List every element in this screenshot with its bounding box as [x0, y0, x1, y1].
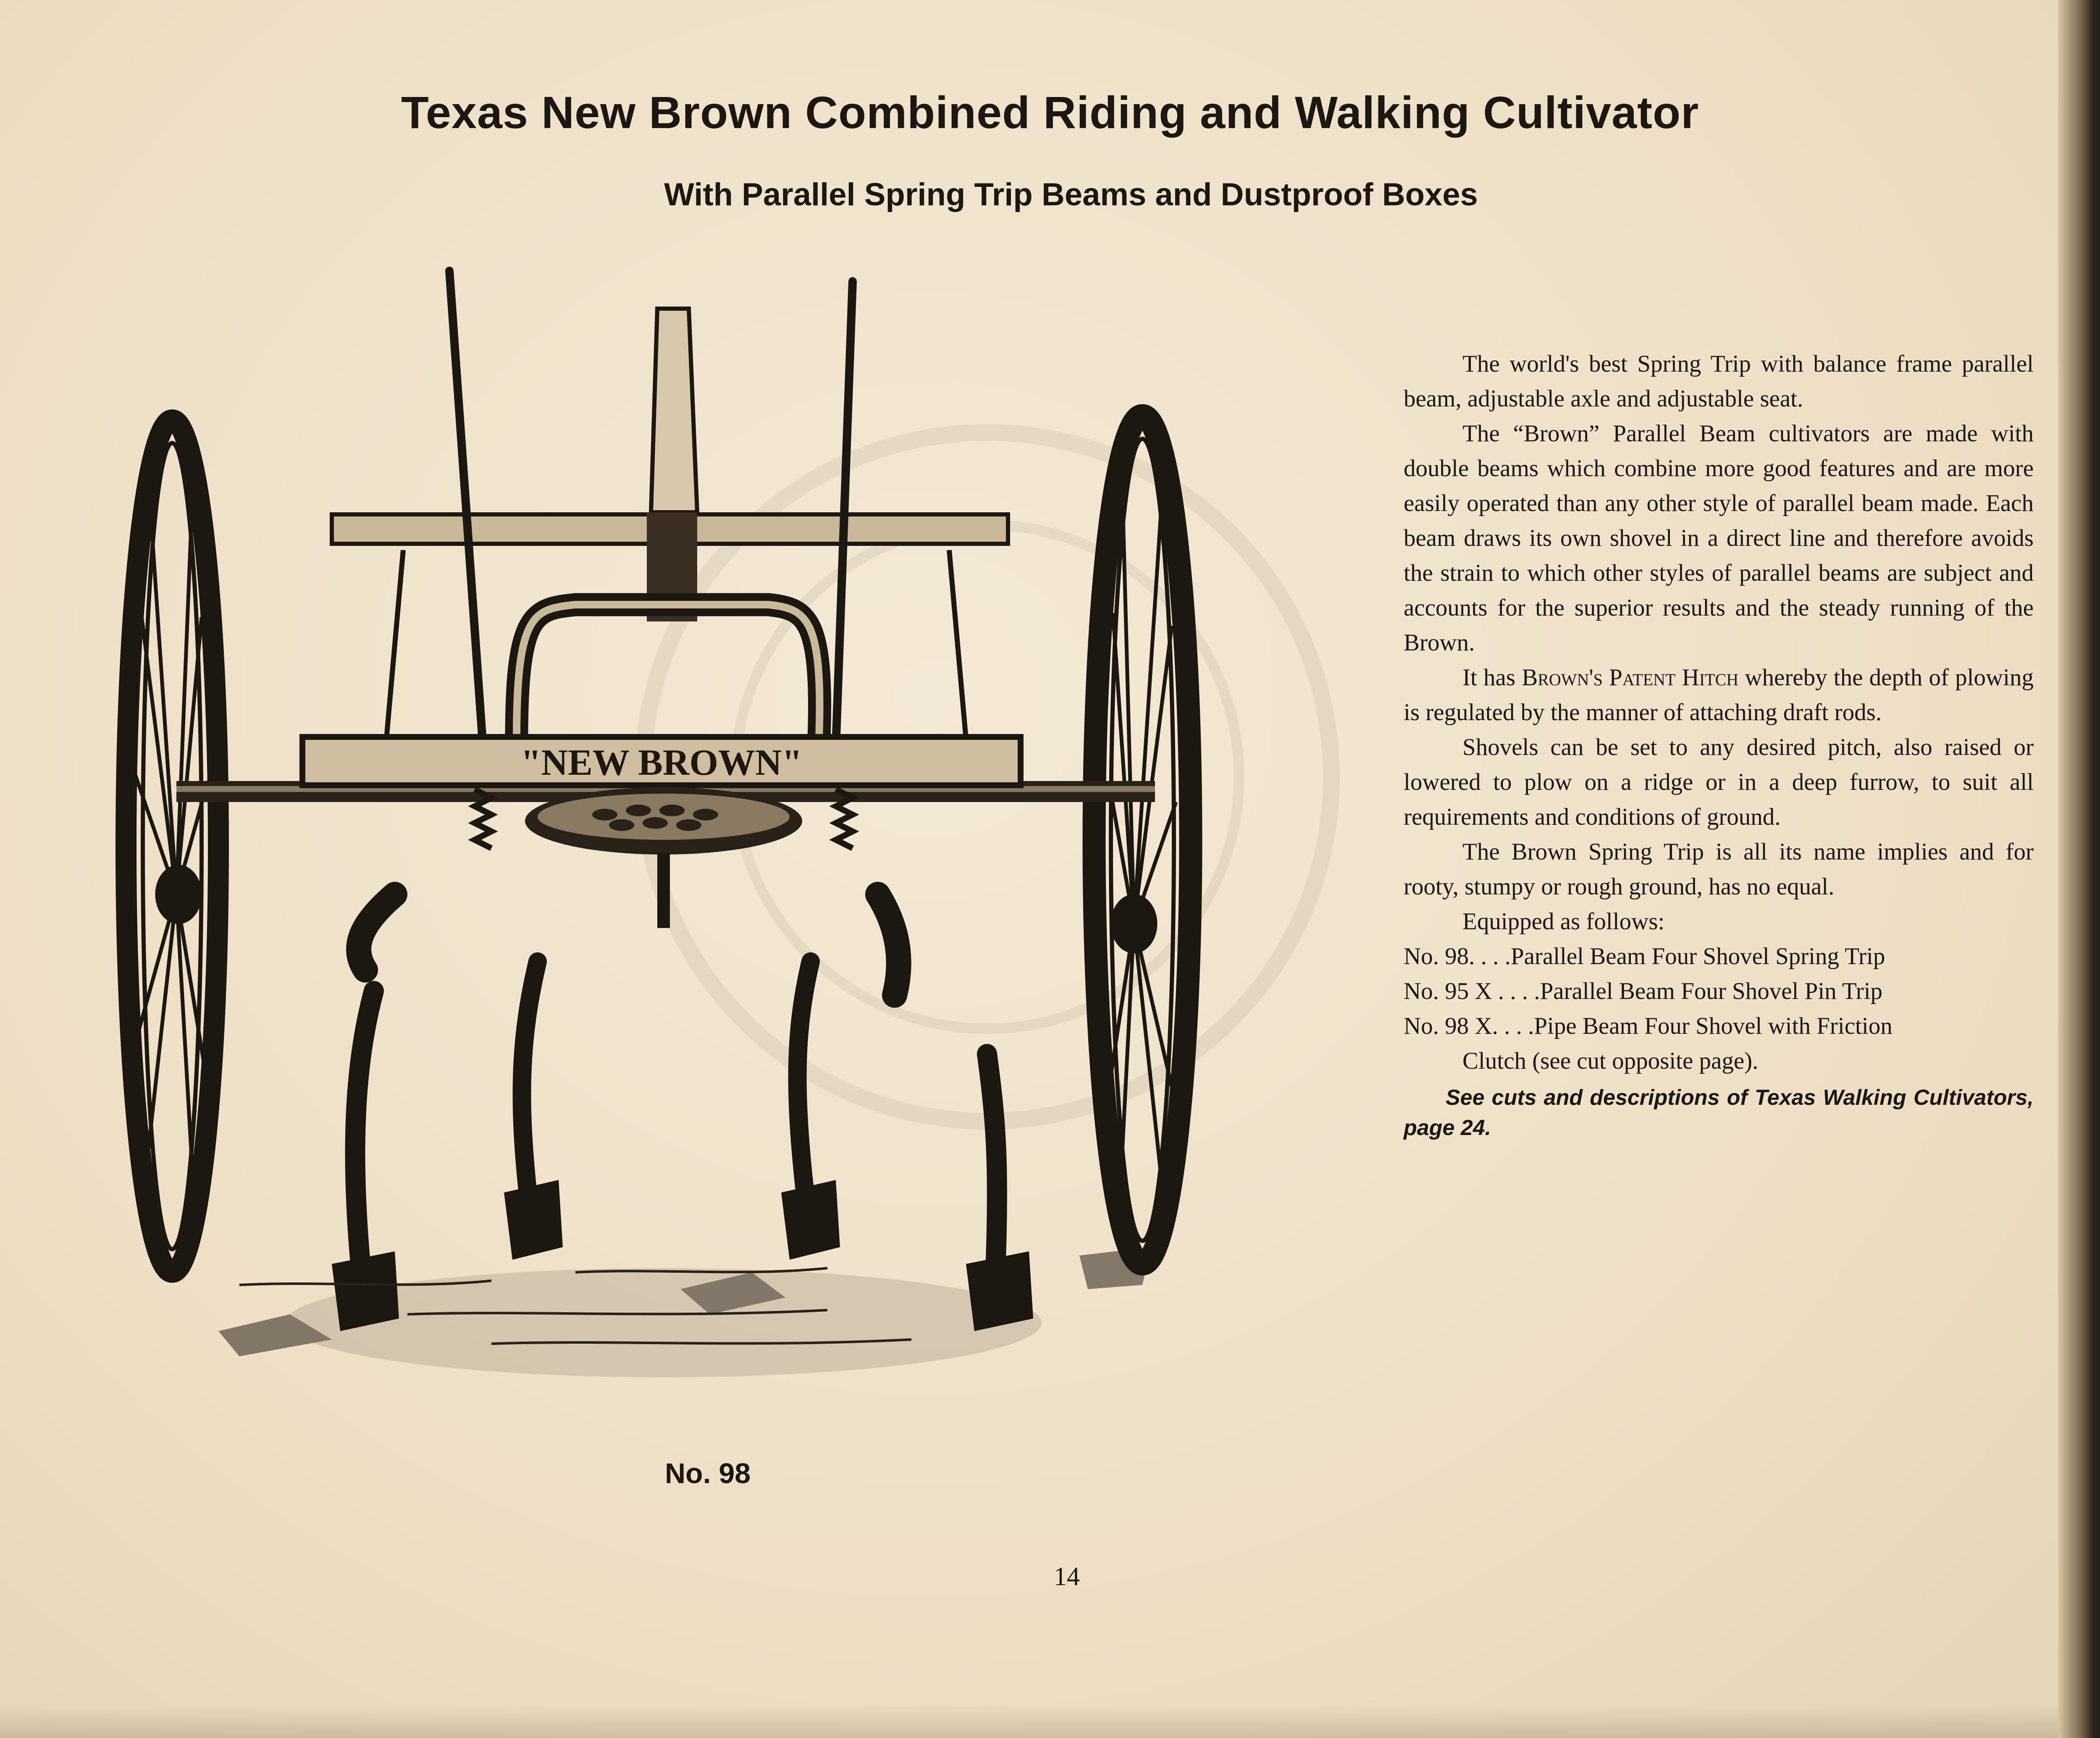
paragraph-spring-trip: The Brown Spring Trip is all its name implies and for rooty, stumpy or rough ground, has no equal. [1404, 839, 2034, 900]
page-bottom-edge [0, 1705, 2071, 1738]
page-subtitle: With Parallel Spring Trip Beams and Dustproof Boxes [664, 177, 1478, 212]
equipment-item: No. 98 X. . . .Pipe Beam Four Shovel with Friction [1404, 1013, 1893, 1039]
seat [525, 787, 802, 928]
book-spine-gutter [2058, 0, 2100, 1738]
paragraph-parallel-beam: The “Brown” Parallel Beam cultivators are made with double beams which combine more good features and are more easily operated than any other style of parallel beam made. Each beam draws its own shovel in a direct line and therefore avoids the strain to which other styles of parallel beams are subject and accounts for the superior results and the steady running of the Brown. [1404, 420, 2034, 656]
pole [647, 309, 697, 621]
right-wheel [1094, 416, 1191, 1264]
shovel-standards [355, 894, 997, 1272]
paragraph-hitch [1404, 660, 2034, 730]
reference-note: See cuts and descriptions of Texas Walking Cultivators, page 24. [1404, 1085, 2034, 1140]
main-beam [302, 737, 1021, 785]
hitch-text-before: It has [1462, 664, 1522, 691]
description-column [1404, 346, 2034, 1143]
page-number: 14 [1054, 1562, 1080, 1591]
seat-label: "NEW BROWN" [520, 742, 803, 783]
cultivator-illustration [113, 256, 1247, 1453]
left-wheel [126, 420, 218, 1272]
frame-arch [517, 605, 820, 739]
page-title: Texas New Brown Combined Riding and Walking Cultivator [401, 87, 1699, 138]
equipment-item-continuation: Clutch (see cut opposite page). [1462, 1048, 1759, 1074]
patent-hitch-term: Brown's Patent Hitch [1522, 664, 1739, 691]
equipment-item: No. 95 X . . . .Parallel Beam Four Shovel Pin Trip [1404, 978, 1883, 1004]
equipment-item: No. 98. . . .Parallel Beam Four Shovel Spring Trip [1404, 943, 1885, 970]
equipment-intro: Equipped as follows: [1462, 908, 1665, 935]
paragraph-intro: The world's best Spring Trip with balance frame parallel beam, adjustable axle and adjustable seat. [1404, 351, 2034, 412]
hitch-text-after: whereby the depth of plowing is regulated by the manner of attaching draft rods. [1404, 664, 2034, 726]
paragraph-shovels: Shovels can be set to any desired pitch, also raised or lowered to plow on a ridge or in a deep furrow, to suit all requirements and conditions of ground. [1404, 734, 2034, 830]
illustration-caption: No. 98 [664, 1458, 751, 1489]
